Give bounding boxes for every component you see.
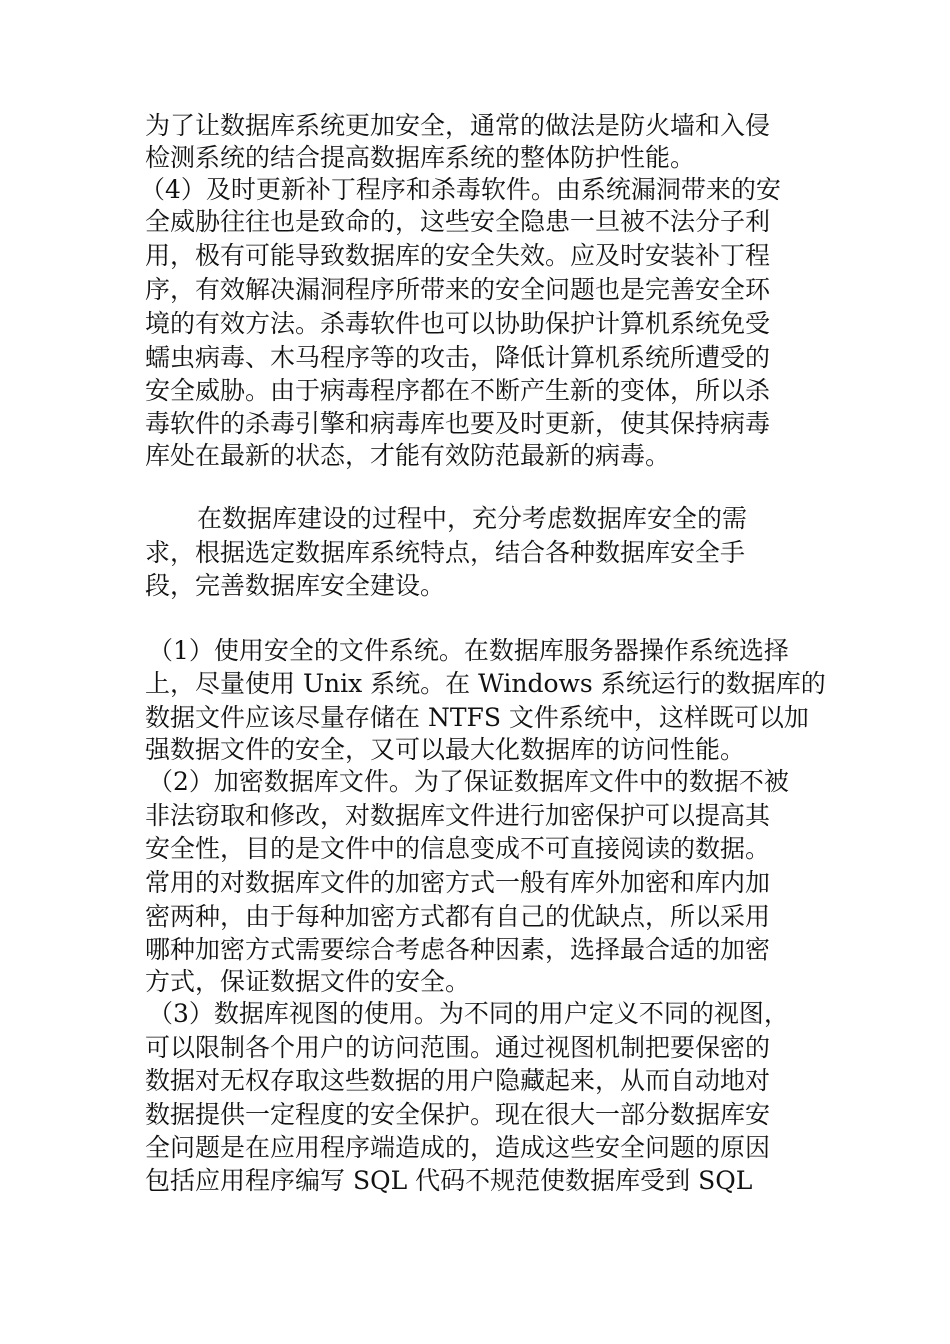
text-line: 非法窃取和修改，对数据库文件进行加密保护可以提高其 xyxy=(145,801,771,830)
text-line: 常用的对数据库文件的加密方式一般有库外加密和库内加 xyxy=(145,868,771,897)
text-line: （4）及时更新补丁程序和杀毒软件。由系统漏洞带来的安 xyxy=(140,175,781,204)
text-line: 全威胁往往也是致命的，这些安全隐患一旦被不法分子利 xyxy=(145,207,771,236)
text-line: 检测系统的结合提高数据库系统的整体防护性能。 xyxy=(145,143,696,172)
text-line: 数据提供一定程度的安全保护。现在很大一部分数据库安 xyxy=(145,1100,771,1129)
text-line: （3）数据库视图的使用。为不同的用户定义不同的视图， xyxy=(148,999,789,1028)
text-line: 境的有效方法。杀毒软件也可以协助保护计算机系统免受 xyxy=(145,309,771,338)
text-line: 方式，保证数据文件的安全。 xyxy=(145,967,471,996)
text-line: 强数据文件的安全，又可以最大化数据库的访问性能。 xyxy=(145,735,746,764)
text-line: 可以限制各个用户的访问范围。通过视图机制把要保密的 xyxy=(145,1033,771,1062)
text-line: 包括应用程序编写 SQL 代码不规范使数据库受到 SQL xyxy=(145,1166,753,1195)
text-line: 求，根据选定数据库系统特点，结合各种数据库安全手 xyxy=(145,538,746,567)
text-line: 用，极有可能导致数据库的安全失效。应及时安装补丁程 xyxy=(145,241,771,270)
text-line: 哪种加密方式需要综合考虑各种因素，选择最合适的加密 xyxy=(145,935,771,964)
text-line: 数据对无权存取这些数据的用户隐藏起来，从而自动地对 xyxy=(145,1066,771,1095)
text-line: 安全威胁。由于病毒程序都在不断产生新的变体，所以杀 xyxy=(145,376,771,405)
text-line: （2）加密数据库文件。为了保证数据库文件中的数据不被 xyxy=(148,767,789,796)
text-line: （1）使用安全的文件系统。在数据库服务器操作系统选择 xyxy=(148,636,789,665)
text-line: 数据文件应该尽量存储在 NTFS 文件系统中，这样既可以加 xyxy=(145,703,809,732)
text-line: 蠕虫病毒、木马程序等的攻击，降低计算机系统所遭受的 xyxy=(145,343,771,372)
text-line: 安全性，目的是文件中的信息变成不可直接阅读的数据。 xyxy=(145,834,771,863)
text-line: 上，尽量使用 Unix 系统。在 Windows 系统运行的数据库的 xyxy=(145,669,826,698)
text-line: 毒软件的杀毒引擎和病毒库也要及时更新，使其保持病毒 xyxy=(145,409,771,438)
text-line: 为了让数据库系统更加安全，通常的做法是防火墙和入侵 xyxy=(145,111,771,140)
text-line: 密两种，由于每种加密方式都有自己的优缺点，所以采用 xyxy=(145,902,771,931)
text-line: 库处在最新的状态，才能有效防范最新的病毒。 xyxy=(145,441,671,470)
text-line: 段，完善数据库安全建设。 xyxy=(145,571,446,600)
text-line: 在数据库建设的过程中，充分考虑数据库安全的需 xyxy=(197,504,748,533)
text-line: 全问题是在应用程序端造成的，造成这些安全问题的原因 xyxy=(145,1133,771,1162)
text-line: 序，有效解决漏洞程序所带来的安全问题也是完善安全环 xyxy=(145,275,771,304)
